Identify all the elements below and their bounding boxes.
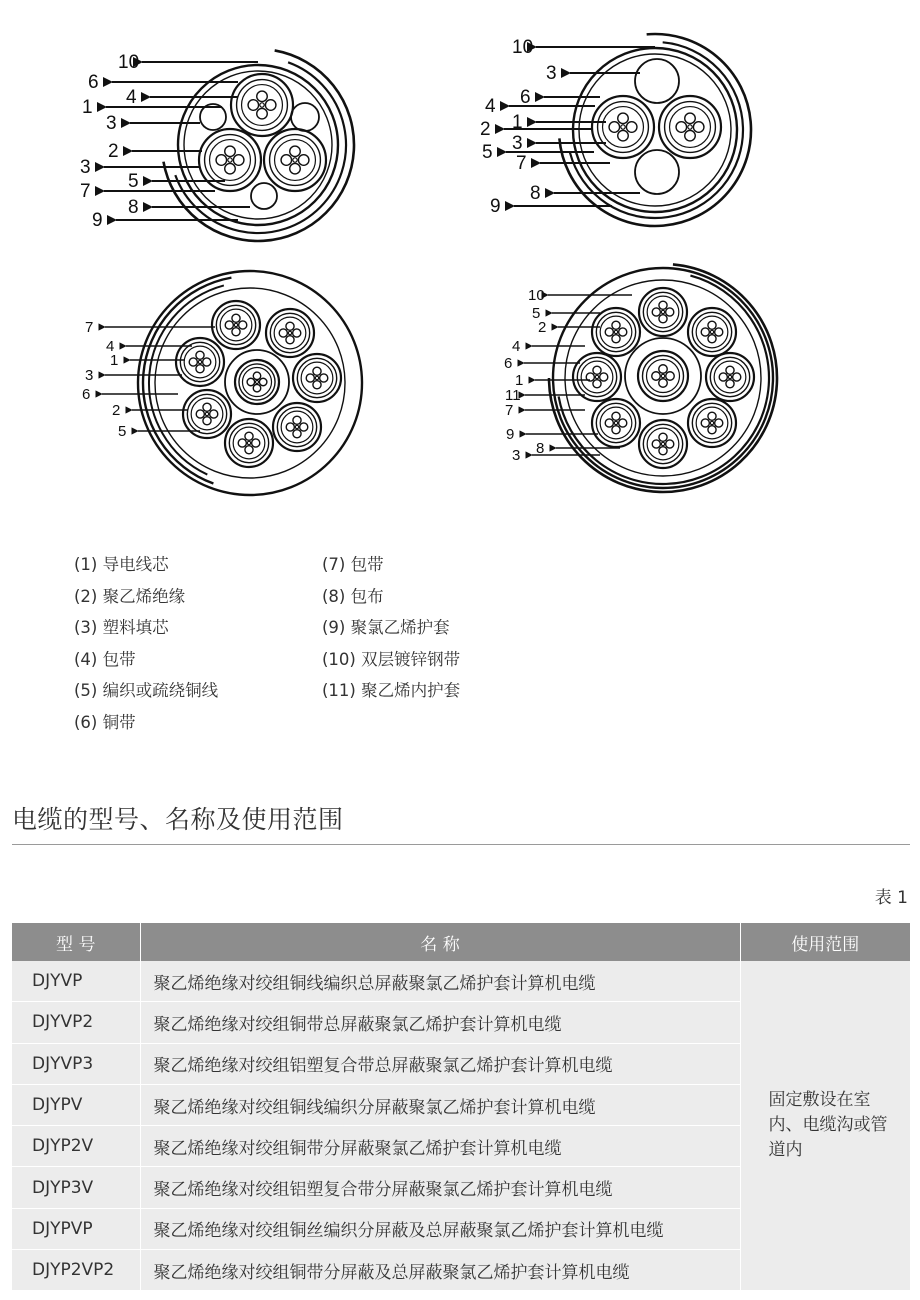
- conductor-core: [259, 378, 266, 385]
- core-center: [255, 380, 258, 383]
- conductor-core: [609, 122, 620, 133]
- table-row: [12, 961, 910, 1002]
- core-center: [295, 425, 298, 428]
- core-center: [661, 310, 664, 313]
- core-center: [728, 375, 731, 378]
- cell-name: 聚乙烯绝缘对绞组铝塑复合带总屏蔽聚氯乙烯护套计算机电缆: [140, 1043, 740, 1084]
- diagram-callout-label: 4: [126, 87, 137, 109]
- cell-model: DJYP3V: [12, 1167, 140, 1208]
- conductor-core: [265, 100, 276, 111]
- conductor-core: [313, 367, 321, 375]
- conductor-core: [210, 410, 218, 418]
- core-center: [621, 125, 625, 129]
- conductor-core: [619, 328, 627, 336]
- conductor-core: [203, 358, 211, 366]
- diagram-4: [504, 264, 777, 492]
- core-center: [234, 323, 237, 326]
- center-unit: [638, 351, 688, 401]
- core-center: [614, 421, 617, 424]
- diagram-callout-label: 6: [504, 354, 513, 372]
- core-center: [293, 158, 297, 162]
- core-center: [710, 330, 713, 333]
- cell-name: 聚乙烯绝缘对绞组铜带分屏蔽及总屏蔽聚氯乙烯护套计算机电缆: [140, 1250, 740, 1291]
- conductor-core: [612, 321, 620, 329]
- diagram-callout-label: 8: [530, 183, 541, 205]
- conductor-core: [593, 366, 601, 374]
- conductor-core: [225, 146, 236, 157]
- unit-shield: [239, 364, 275, 400]
- conductor-core: [666, 440, 674, 448]
- conductor-core: [701, 419, 709, 427]
- diagram-callout-label: 3: [85, 366, 94, 384]
- diagram-callout-label: 10: [512, 37, 534, 59]
- armor-band-arc: [559, 276, 769, 484]
- conductor-core: [293, 416, 301, 424]
- conductor-core: [290, 163, 301, 174]
- core-center: [288, 331, 291, 334]
- cable-unit: [266, 309, 314, 357]
- diagram-callout-label: 4: [485, 96, 496, 118]
- conductor-core: [659, 365, 668, 374]
- conductor-core: [189, 358, 197, 366]
- core-center: [614, 330, 617, 333]
- conductor-core: [659, 315, 667, 323]
- legend: [74, 552, 594, 742]
- conductor-core: [726, 366, 734, 374]
- diagram-callout-label: 3: [512, 446, 521, 464]
- conductor-core: [225, 321, 233, 329]
- cable-unit: [592, 96, 654, 158]
- diagram-callout-label: 5: [532, 304, 541, 322]
- conductor-core: [245, 432, 253, 440]
- cell-name: 聚乙烯绝缘对绞组铜线编织分屏蔽聚氯乙烯护套计算机电缆: [140, 1084, 740, 1125]
- cell-name: 聚乙烯绝缘对绞组铜线编织总屏蔽聚氯乙烯护套计算机电缆: [140, 961, 740, 1002]
- diagram-callout-label: 11: [505, 386, 521, 404]
- unit-shield: [643, 356, 684, 397]
- legend-item: (8) 包布: [322, 586, 384, 606]
- conductor-core: [659, 433, 667, 441]
- section-divider: [12, 844, 910, 845]
- conductor-core: [715, 419, 723, 427]
- conductor-core: [313, 381, 321, 389]
- conductor-core: [619, 419, 627, 427]
- cable-unit: [688, 399, 736, 447]
- diagram-callout-label: 1: [512, 112, 523, 134]
- cable-unit: [212, 301, 260, 349]
- legend-item: (5) 编织或疏绕铜线: [74, 681, 219, 701]
- conductor-core: [257, 91, 268, 102]
- diagram-callout-label: 4: [106, 337, 115, 355]
- diagram-callout-label: 1: [82, 97, 93, 119]
- cable-unit: [176, 338, 224, 386]
- diagram-callout-label: 10: [528, 286, 545, 304]
- conductor-core: [253, 384, 260, 391]
- core-center: [661, 374, 665, 378]
- cell-model: DJYPV: [12, 1084, 140, 1125]
- cell-model: DJYPVP: [12, 1208, 140, 1249]
- diagram-2: [480, 34, 751, 226]
- conductor-core: [719, 373, 727, 381]
- unit-shield: [596, 403, 635, 442]
- header-model: 型 号: [12, 923, 140, 961]
- conductor-core: [726, 380, 734, 388]
- diagram-callout-label: 9: [506, 425, 515, 443]
- conductor-core: [290, 146, 301, 157]
- unit-shield: [270, 313, 309, 352]
- filler-core: [635, 59, 679, 103]
- conductor-core: [279, 329, 287, 337]
- diagram-callout-label: 5: [482, 142, 493, 164]
- conductor-core: [652, 372, 661, 381]
- unit-shield: [692, 312, 731, 351]
- unit-shield: [598, 102, 649, 153]
- cable-unit: [293, 354, 341, 402]
- conductor-core: [593, 380, 601, 388]
- conductor-core: [225, 163, 236, 174]
- cable-unit: [592, 399, 640, 447]
- core-center: [205, 412, 208, 415]
- conductor-core: [708, 321, 716, 329]
- unit-shield: [277, 407, 316, 446]
- legend-item: (11) 聚乙烯内护套: [322, 681, 461, 701]
- unit-shield: [229, 423, 268, 462]
- diagram-callout-label: 8: [536, 439, 545, 457]
- conductor-core: [281, 155, 292, 166]
- diagram-callout-label: 7: [80, 181, 91, 203]
- legend-item: (2) 聚乙烯绝缘: [74, 586, 186, 606]
- conductor-core: [701, 328, 709, 336]
- conductor-core: [659, 447, 667, 455]
- filler-core: [291, 103, 319, 131]
- unit-shield: [187, 394, 226, 433]
- diagram-callout-label: 7: [516, 153, 527, 175]
- core-center: [315, 376, 318, 379]
- unit-shield: [643, 292, 682, 331]
- unit-shield: [665, 102, 716, 153]
- cell-model: DJYP2V: [12, 1126, 140, 1167]
- conductor-core: [652, 308, 660, 316]
- conductor-core: [196, 365, 204, 373]
- header-name: 名 称: [140, 923, 740, 961]
- core-center: [247, 441, 250, 444]
- cable-unit: [639, 420, 687, 468]
- conductor-core: [685, 130, 696, 141]
- conductor-core: [612, 335, 620, 343]
- diagram-callout-label: 2: [538, 318, 547, 336]
- diagram-1: [80, 50, 354, 241]
- armor-band-arc: [570, 42, 743, 218]
- cable-unit: [573, 353, 621, 401]
- cable-unit: [273, 403, 321, 451]
- diagram-callout-label: 2: [112, 401, 121, 419]
- diagram-callout-label: 4: [512, 337, 521, 355]
- conductor-core: [685, 113, 696, 124]
- conductor-core: [715, 328, 723, 336]
- cable-unit: [639, 288, 687, 336]
- cell-name: 聚乙烯绝缘对绞组铜带分屏蔽聚氯乙烯护套计算机电缆: [140, 1126, 740, 1167]
- diagram-callout-label: 5: [128, 171, 139, 193]
- conductor-core: [605, 419, 613, 427]
- unit-shield: [180, 342, 219, 381]
- unit-shield: [237, 80, 288, 131]
- diagram-callout-label: 9: [92, 210, 103, 232]
- legend-item: (3) 塑料填芯: [74, 618, 169, 638]
- table-caption: 表 1: [874, 888, 908, 908]
- conductor-core: [733, 373, 741, 381]
- cable-unit: [706, 353, 754, 401]
- conductor-core: [708, 412, 716, 420]
- table-header-row: [12, 923, 910, 961]
- conductor-core: [600, 373, 608, 381]
- conductor-core: [626, 122, 637, 133]
- filler-core: [635, 150, 679, 194]
- conductor-core: [659, 379, 668, 388]
- diagram-callout-label: 1: [110, 351, 119, 369]
- core-center: [260, 103, 264, 107]
- filler-core: [251, 183, 277, 209]
- conductor-core: [286, 336, 294, 344]
- unit-shield: [297, 358, 336, 397]
- cell-usage: 固定敷设在室内、电缆沟或管道内: [740, 961, 910, 1291]
- legend-item: (7) 包带: [322, 555, 384, 574]
- cell-model: DJYVP: [12, 961, 140, 1002]
- conductor-core: [257, 108, 268, 119]
- diagram-callout-label: 7: [505, 401, 514, 419]
- conductor-core: [666, 308, 674, 316]
- diagram-callout-label: 1: [515, 371, 524, 389]
- conductor-core: [306, 374, 314, 382]
- conductor-core: [232, 328, 240, 336]
- conductor-core: [618, 113, 629, 124]
- diagram-callout-label: 3: [80, 157, 91, 179]
- conductor-core: [298, 155, 309, 166]
- cable-unit: [659, 96, 721, 158]
- conductor-core: [233, 155, 244, 166]
- cell-name: 聚乙烯绝缘对绞组铜带总屏蔽聚氯乙烯护套计算机电缆: [140, 1002, 740, 1043]
- conductor-core: [196, 351, 204, 359]
- cell-name: 聚乙烯绝缘对绞组铝塑复合带分屏蔽聚氯乙烯护套计算机电缆: [140, 1167, 740, 1208]
- cable-unit: [592, 308, 640, 356]
- conductor-core: [320, 374, 328, 382]
- core-center: [198, 360, 201, 363]
- conductor-core: [708, 426, 716, 434]
- unit-shield: [643, 424, 682, 463]
- conductor-core: [659, 301, 667, 309]
- legend-item: (4) 包带: [74, 649, 136, 669]
- conductor-core: [247, 378, 254, 385]
- conductor-core: [612, 426, 620, 434]
- diagram-callout-label: 7: [85, 318, 94, 336]
- diagram-3: [82, 271, 362, 495]
- conductor-core: [293, 430, 301, 438]
- legend-item: (6) 铜带: [74, 712, 136, 732]
- conductor-core: [245, 446, 253, 454]
- conductor-core: [618, 130, 629, 141]
- legend-item: (9) 聚氯乙烯护套: [322, 618, 450, 638]
- conductor-core: [232, 314, 240, 322]
- spec-table: [12, 923, 910, 1291]
- section-title: 电缆的型号、名称及使用范围: [12, 805, 344, 834]
- center-unit: [235, 360, 279, 404]
- diagram-callout-label: 2: [108, 141, 119, 163]
- conductor-core: [252, 439, 260, 447]
- conductor-core: [286, 423, 294, 431]
- conductor-core: [612, 412, 620, 420]
- conductor-core: [216, 155, 227, 166]
- conductor-core: [693, 122, 704, 133]
- inner-sheath: [579, 54, 731, 206]
- diagram-callout-label: 6: [520, 87, 531, 109]
- conductor-core: [203, 417, 211, 425]
- conductor-core: [203, 403, 211, 411]
- conductor-core: [239, 321, 247, 329]
- legend-item: (1) 导电线芯: [74, 555, 169, 574]
- cell-model: DJYVP2: [12, 1002, 140, 1043]
- cell-model: DJYP2VP2: [12, 1250, 140, 1291]
- conductor-core: [253, 372, 260, 379]
- conductor-core: [286, 322, 294, 330]
- conductor-core: [248, 100, 259, 111]
- header-usage: 使用范围: [740, 923, 910, 961]
- diagram-callout-label: 3: [512, 133, 523, 155]
- armor-band-arc: [149, 285, 224, 474]
- core-center: [661, 442, 664, 445]
- center-filler: [625, 338, 701, 414]
- conductor-core: [676, 122, 687, 133]
- cable-unit: [225, 419, 273, 467]
- conductor-core: [652, 440, 660, 448]
- unit-shield: [205, 135, 256, 186]
- diagram-callout-label: 3: [546, 63, 557, 85]
- legend-item: (10) 双层镀锌钢带: [322, 649, 461, 669]
- unit-shield: [710, 357, 749, 396]
- conductor-core: [238, 439, 246, 447]
- conductor-core: [605, 328, 613, 336]
- diagram-callout-label: 9: [490, 196, 501, 218]
- legend-column-right: [322, 552, 460, 710]
- core-center: [228, 158, 232, 162]
- conductor-core: [708, 335, 716, 343]
- unit-shield: [216, 305, 255, 344]
- core-center: [688, 125, 692, 129]
- unit-shield: [270, 135, 321, 186]
- diagram-callout-label: 3: [106, 113, 117, 135]
- conductor-core: [196, 410, 204, 418]
- cable-unit: [264, 129, 326, 191]
- cell-model: DJYVP3: [12, 1043, 140, 1084]
- diagram-callout-label: 6: [88, 72, 99, 94]
- diagram-callout-label: 5: [118, 422, 127, 440]
- core-center: [595, 375, 598, 378]
- cell-name: 聚乙烯绝缘对绞组铜丝编织分屏蔽及总屏蔽聚氯乙烯护套计算机电缆: [140, 1208, 740, 1249]
- cable-unit: [688, 308, 736, 356]
- unit-shield: [577, 357, 616, 396]
- diagram-callout-label: 10: [118, 52, 140, 74]
- diagram-callout-label: 2: [480, 119, 491, 141]
- conductor-core: [293, 329, 301, 337]
- diagram-callout-label: 6: [82, 385, 91, 403]
- unit-shield: [692, 403, 731, 442]
- core-center: [710, 421, 713, 424]
- diagram-callout-label: 8: [128, 197, 139, 219]
- unit-shield: [596, 312, 635, 351]
- conductor-core: [300, 423, 308, 431]
- conductor-core: [666, 372, 675, 381]
- cable-cross-section-diagrams: [0, 0, 920, 520]
- cable-unit: [231, 74, 293, 136]
- legend-column-left: [74, 552, 218, 742]
